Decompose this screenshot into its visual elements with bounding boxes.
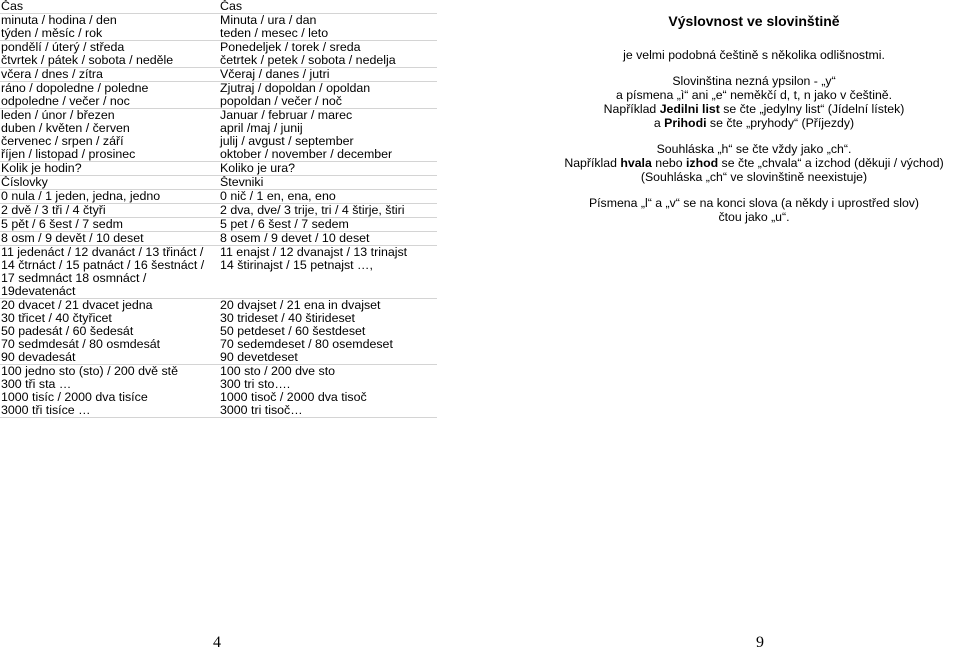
cell-line: 19devatenáct (1, 284, 76, 298)
cell-line: 1000 tisoč / 2000 dva tisoč (220, 390, 367, 404)
cell-line: Zjutraj / dopoldan / opoldan (220, 81, 371, 95)
table-row (0, 68, 437, 82)
cell-cz (0, 246, 219, 299)
cell-cz (0, 218, 219, 232)
pronunciation-title: Výslovnost ve slovinštině (668, 13, 840, 29)
cell-line: 17 sedmnáct 18 osmnáct / (1, 271, 147, 285)
cell-line: teden / mesec / leto (220, 26, 329, 40)
header-cz-text: Čas (1, 0, 24, 13)
cell-line: duben / květen / červen (1, 121, 130, 135)
cell-line: 70 sedmdesát / 80 osmdesát (1, 337, 161, 351)
page-number-left: 4 (213, 634, 221, 651)
cell-line: 2 dva, dve/ 3 trije, tri / 4 štirje, štiri (220, 203, 405, 217)
panel-line (548, 88, 960, 102)
cell-cz (0, 162, 219, 176)
panel-text: a (653, 116, 665, 130)
cell-line: 30 třicet / 40 čtyřicet (1, 311, 112, 325)
cell-line: 3000 tri tisoč… (220, 403, 303, 417)
cell-line: 14 čtrnáct / 15 patnáct / 16 šestnáct / (1, 258, 205, 272)
cell-sl (219, 190, 437, 204)
panel-text: se čte „jedylny list“ (Jídelní lístek) (719, 102, 905, 116)
table-row (0, 162, 437, 176)
cell-line: Číslovky (1, 175, 48, 189)
cell-line: 3000 tři tisíce … (1, 403, 91, 417)
cell-line: 90 devadesát (1, 350, 76, 364)
panel-text: nebo (651, 156, 687, 170)
cell-line: 70 sedemdeset / 80 osemdeset (220, 337, 393, 351)
cell-line: 300 tři sta … (1, 377, 72, 391)
table-row (0, 190, 437, 204)
panel-text: Například (603, 102, 660, 116)
pronunciation-panel (548, 14, 960, 224)
cell-sl (219, 365, 437, 418)
cell-line: včera / dnes / zítra (1, 67, 103, 81)
cell-line: 0 nič / 1 en, ena, eno (220, 189, 336, 203)
cell-line: april /maj / junij (220, 121, 303, 135)
cell-cz (0, 82, 219, 109)
cell-sl (219, 68, 437, 82)
table-row (0, 218, 437, 232)
cell-line: Števniki (220, 175, 264, 189)
cell-sl (219, 204, 437, 218)
cell-line: říjen / listopad / prosinec (1, 147, 136, 161)
cell-line: 5 pět / 6 šest / 7 sedm (1, 217, 123, 231)
pronunciation-h-paragraph (548, 142, 960, 184)
panel-text: a písmena „ì“ ani „e“ neměkčí d, t, n jako v češtině. (615, 88, 893, 102)
panel-line (548, 142, 960, 156)
bold-word: izhod (686, 156, 719, 170)
cell-line: 100 sto / 200 dve sto (220, 364, 336, 378)
cell-line: 300 tri sto…. (220, 377, 291, 391)
cell-line: čtvrtek / pátek / sobota / neděle (1, 53, 174, 67)
header-sl-text: Čas (220, 0, 243, 13)
cell-sl (219, 299, 437, 365)
cell-sl (219, 82, 437, 109)
table-row (0, 299, 437, 365)
cell-cz (0, 176, 219, 190)
cell-line: ráno / dopoledne / poledne (1, 81, 149, 95)
page-number-right: 9 (756, 634, 764, 651)
cell-sl (219, 14, 437, 41)
vocabulary-table (0, 0, 437, 418)
pronunciation-intro: je velmi podobná češtině s několika odlišnostmi. (623, 48, 885, 62)
cell-line: 1000 tisíc / 2000 dva tisíce (1, 390, 148, 404)
cell-line: týden / měsíc / rok (1, 26, 103, 40)
cell-line: 0 nula / 1 jeden, jedna, jedno (1, 189, 161, 203)
cell-cz (0, 232, 219, 246)
cell-cz (0, 204, 219, 218)
cell-sl (219, 218, 437, 232)
cell-cz (0, 109, 219, 162)
panel-line (548, 74, 960, 88)
cell-cz (0, 14, 219, 41)
table-row (0, 204, 437, 218)
table-header-row (0, 0, 437, 14)
cell-line: Ponedeljek / torek / sreda (220, 40, 361, 54)
cell-line: odpoledne / večer / noc (1, 94, 130, 108)
table-row (0, 14, 437, 41)
cell-sl (219, 176, 437, 190)
cell-line: Koliko je ura? (220, 161, 296, 175)
cell-line: Januar / februar / marec (220, 108, 353, 122)
cell-line: červenec / srpen / září (1, 134, 124, 148)
bold-word: Prihodi (664, 116, 707, 130)
header-cz (0, 0, 219, 14)
cell-cz (0, 365, 219, 418)
pronunciation-lv-paragraph (548, 196, 960, 224)
cell-line: pondělí / úterý / středa (1, 40, 125, 54)
cell-line: Včeraj / danes / jutri (220, 67, 330, 81)
cell-line: 14 štirinajst / 15 petnajst …, (220, 258, 373, 272)
cell-sl (219, 246, 437, 299)
cell-line: 20 dvacet / 21 dvacet jedna (1, 298, 153, 312)
cell-cz (0, 41, 219, 68)
cell-line: Kolik je hodin? (1, 161, 82, 175)
cell-cz (0, 190, 219, 204)
cell-line: 8 osem / 9 devet / 10 deset (220, 231, 370, 245)
cell-line: minuta / hodina / den (1, 13, 117, 27)
table-row (0, 109, 437, 162)
panel-line: čtou jako „u“. (718, 210, 790, 224)
cell-line: 50 petdeset / 60 šestdeset (220, 324, 366, 338)
cell-sl (219, 41, 437, 68)
cell-line: popoldan / večer / noč (220, 94, 342, 108)
table-row (0, 365, 437, 418)
cell-line: 30 trideset / 40 štirideset (220, 311, 355, 325)
cell-line: oktober / november / december (220, 147, 393, 161)
panel-line (548, 170, 960, 184)
cell-line: leden / únor / březen (1, 108, 115, 122)
cell-line: Minuta / ura / dan (220, 13, 317, 27)
header-sl (219, 0, 437, 14)
bold-word: Jedilni list (659, 102, 720, 116)
table-row (0, 82, 437, 109)
panel-line: Písmena „l“ a „v“ se na konci slova (a někdy i uprostřed slov) (588, 196, 920, 210)
panel-text: se čte „chvala“ a izchod (děkuji / východ) (718, 156, 944, 170)
panel-line (548, 102, 960, 116)
cell-cz (0, 68, 219, 82)
cell-line: 90 devetdeset (220, 350, 298, 364)
table-row (0, 41, 437, 68)
cell-line: 50 padesát / 60 šedesát (1, 324, 134, 338)
cell-line: 11 enajst / 12 dvanajst / 13 trinajst (220, 245, 408, 259)
panel-line (548, 116, 960, 130)
panel-line (548, 156, 960, 170)
cell-sl (219, 162, 437, 176)
cell-cz (0, 299, 219, 365)
pronunciation-ypsilon-paragraph (548, 74, 960, 130)
table-row (0, 176, 437, 190)
cell-line: 20 dvajset / 21 ena in dvajset (220, 298, 381, 312)
panel-text: (Souhláska „ch“ ve slovinštině neexistuje) (640, 170, 868, 184)
vocabulary-table-body (0, 0, 437, 418)
cell-line: julij / avgust / september (220, 134, 354, 148)
table-row (0, 246, 437, 299)
panel-text: se čte „pryhody“ (Příjezdy) (706, 116, 855, 130)
cell-line: četrtek / petek / sobota / nedelja (220, 53, 396, 67)
cell-sl (219, 109, 437, 162)
cell-line: 8 osm / 9 devět / 10 deset (1, 231, 144, 245)
panel-text: Například (564, 156, 621, 170)
panel-text: Souhláska „h“ se čte vždy jako „ch“. (656, 142, 852, 156)
cell-line: 100 jedno sto (sto) / 200 dvě stě (1, 364, 179, 378)
cell-line: 2 dvě / 3 tři / 4 čtyři (1, 203, 106, 217)
cell-line: 5 pet / 6 šest / 7 sedem (220, 217, 349, 231)
bold-word: hvala (620, 156, 652, 170)
table-row (0, 232, 437, 246)
cell-sl (219, 232, 437, 246)
panel-text: Slovinština nezná ypsilon - „y“ (672, 74, 836, 88)
cell-line: 11 jedenáct / 12 dvanáct / 13 třináct / (1, 245, 204, 259)
